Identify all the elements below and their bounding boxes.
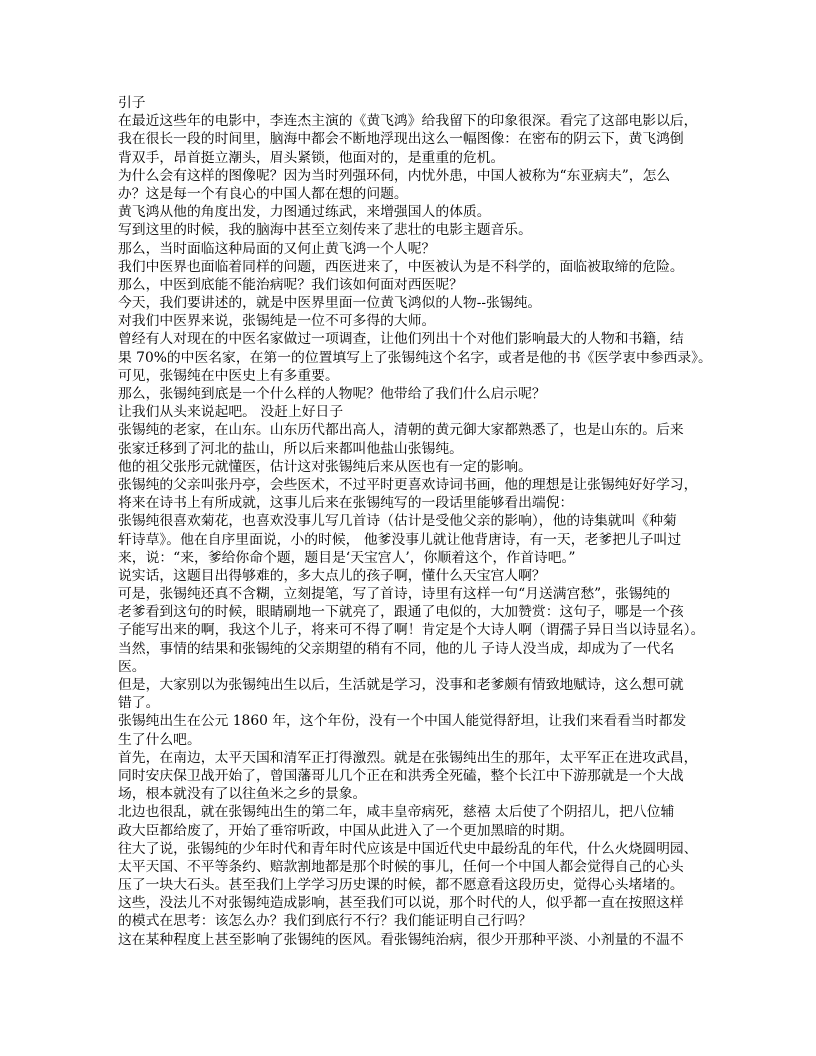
text-line: 可是，张锡纯还真不含糊，立刻提笔，写了首诗，诗里有这样一句“月送满宫愁”，张锡纯的 — [118, 586, 671, 603]
text-line: 当然，事情的结果和张锡纯的父亲期望的稍有不同，他的儿 子诗人没当成，却成为了一代名 — [118, 640, 675, 657]
text-line: 场，根本就没有了以往鱼米之乡的景象。 — [118, 786, 367, 803]
text-line: 果 70%的中医名家，在第一的位置填写上了张锡纯这个名字，或者是他的书《医学衷中参西录》。 — [118, 349, 712, 366]
text-line: 北边也很乱，就在张锡纯出生的第二年，咸丰皇帝病死，慈禧 太后使了个阴招儿，把八位辅 — [118, 804, 675, 821]
section-heading: 引子 — [118, 95, 146, 111]
text-line: 他的祖父张彤元就懂医，估计这对张锡纯后来从医也有一定的影响。 — [118, 458, 532, 475]
text-line: 那么，张锡纯到底是一个什么样的人物呢？他带给了我们什么启示呢？ — [118, 386, 546, 402]
text-line: 办？这是每一个有良心的中国人都在想的问题。 — [118, 185, 408, 202]
text-line: 那么，中医到底能不能治病呢？我们该如何面对西医呢？ — [118, 276, 463, 293]
text-line: 黄飞鸿从他的角度出发，力图通过练武，来增强国人的体质。 — [118, 204, 491, 221]
text-line: 对我们中医界来说，张锡纯是一位不可多得的大师。 — [118, 313, 436, 330]
text-line: 太平天国、不平等条约、赔款割地都是那个时候的事儿，任何一个中国人都会觉得自己的心头 — [118, 858, 684, 875]
text-line: 错了。 — [118, 695, 160, 712]
text-line: 老爹看到这句的时候，眼睛刷地一下就亮了，跟通了电似的，大加赞赏：这句子，哪是一个孩 — [118, 604, 684, 621]
text-line: 首先，在南边，太平天国和清军正打得激烈。就是在张锡纯出生的那年，太平军正在进攻武昌， — [118, 749, 698, 766]
text-line: 这在某种程度上甚至影响了张锡纯的医风。看张锡纯治病，很少开那种平淡、小剂量的不温不 — [118, 931, 684, 948]
text-line: 张锡纯的父亲叫张丹亭，会些医术，不过平时更喜欢诗词书画，他的理想是让张锡纯好好学习， — [118, 476, 698, 493]
text-line: 张锡纯出生在公元 1860 年，这个年份，没有一个中国人能觉得舒坦，让我们来看看当时都发 — [118, 713, 687, 730]
text-line: 轩诗草》。他在自序里面说，小的时候， 他爹没事儿就让他背唐诗，有一天，老爹把儿子叫过 — [118, 531, 682, 548]
text-line: 张锡纯的老家，在山东。山东历代都出高人，清朝的黄元御大家都熟悉了，也是山东的。后来 — [118, 422, 684, 439]
text-line: 我们中医界也面临着同样的问题，西医进来了，中医被认为是不科学的，面临被取缔的危险。 — [118, 258, 684, 275]
text-line: 生了什么吧。 — [118, 731, 201, 748]
text-line: 往大了说，张锡纯的少年时代和青年时代应该是中国近代史中最纷乱的年代，什么火烧圆明园、 — [118, 840, 698, 857]
text-line: 医。 — [118, 658, 146, 675]
text-line: 这些，没法儿不对张锡纯造成影响，甚至我们可以说，那个时代的人，似乎都一直在按照这样 — [118, 895, 684, 912]
text-line: 张锡纯很喜欢菊花，也喜欢没事儿写几首诗（估计是受他父亲的影响），他的诗集就叫《种菊 — [118, 513, 677, 530]
text-line: 来，说：“来，爹给你命个题，题目是‘天宝宫人’，你顺着这个，作首诗吧。” — [118, 549, 576, 566]
text-line: 的模式在思考：该怎么办？我们到底行不行？我们能证明自己行吗？ — [118, 913, 532, 930]
text-line: 写到这里的时候，我的脑海中甚至立刻传来了悲壮的电影主题音乐。 — [118, 222, 532, 239]
text-line: 让我们从头来说起吧。 没赶上好日子 — [118, 404, 344, 421]
document-body — [118, 94, 712, 949]
text-line: 我在很长一段的时间里，脑海中都会不断地浮现出这么一幅图像：在密布的阴云下，黄飞鸿倒 — [118, 131, 684, 148]
text-line: 曾经有人对现在的中医名家做过一项调查，让他们列出十个对他们影响最大的人物和书籍，结 — [118, 331, 684, 348]
text-line: 张家迁移到了河北的盐山，所以后来都叫他盐山张锡纯。 — [118, 440, 463, 457]
text-line: 那么，当时面临这种局面的又何止黄飞鸿一个人呢？ — [118, 240, 436, 257]
text-line: 但是，大家别以为张锡纯出生以后，生活就是学习，没事和老爹颇有情致地赋诗，这么想可就 — [118, 677, 684, 693]
text-line: 今天，我们要讲述的，就是中医界里面一位黄飞鸿似的人物--张锡纯。 — [118, 295, 542, 312]
text-line: 可见，张锡纯在中医史上有多重要。 — [118, 367, 339, 384]
text-line: 政大臣都给废了，开始了垂帘听政，中国从此进入了一个更加黑暗的时期。 — [118, 822, 574, 839]
text-line: 将来在诗书上有所成就，这事儿后来在张锡纯写的一段话里能够看出端倪： — [118, 495, 574, 512]
text-line: 背双手，昂首挺立潮头，眉头紧锁，他面对的，是重重的危机。 — [118, 149, 505, 166]
text-line: 压了一块大石头。甚至我们上学学习历史课的时候，都不愿意看这段历史，觉得心头堵堵的。 — [118, 877, 684, 894]
text-line: 同时安庆保卫战开始了，曾国藩哥儿几个正在和洪秀全死磕，整个长江中下游那就是一个大战 — [118, 767, 684, 784]
text-line: 为什么会有这样的图像呢？因为当时列强环伺，内忧外患，中国人被称为“东亚病夫”，怎么 — [118, 167, 671, 184]
text-line: 说实话，这题目出得够难的，多大点儿的孩子啊，懂什么天宝宫人啊？ — [118, 567, 546, 584]
text-line: 子能写出来的啊，我这个儿子，将来可不得了啊！肯定是个大诗人啊（谓孺子异日当以诗显名）。 — [118, 622, 705, 639]
text-line: 在最近这些年的电影中，李连杰主演的《黄飞鸿》给我留下的印象很深。看完了这部电影以后， — [118, 113, 698, 130]
